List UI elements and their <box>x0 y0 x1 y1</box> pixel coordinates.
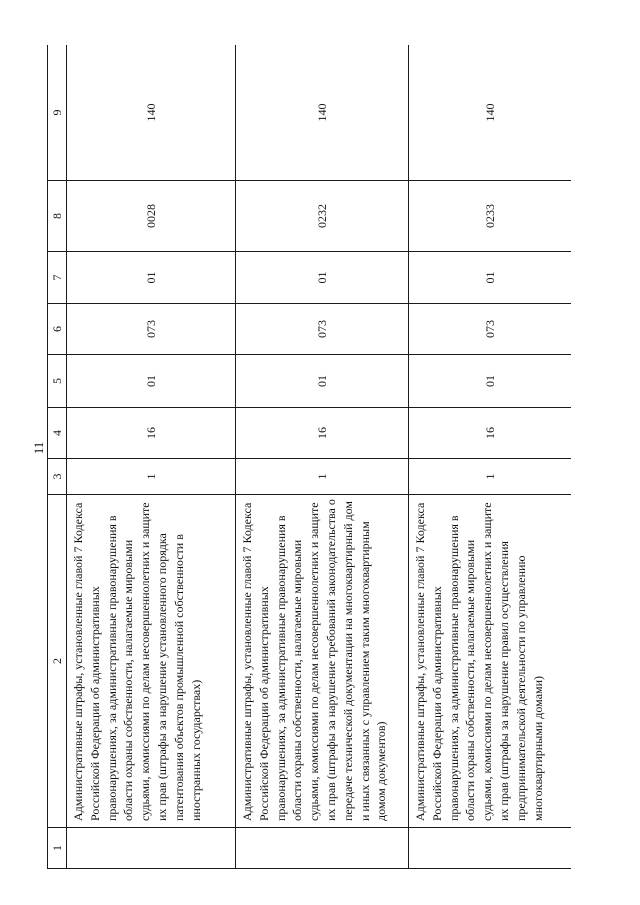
code-cell-col8: 0233 <box>409 181 572 252</box>
code-cell-col7: 01 <box>236 252 409 304</box>
code-cell-col4: 16 <box>67 408 236 459</box>
header-col-4: 4 <box>48 408 67 459</box>
header-col-9: 9 <box>48 45 67 181</box>
budget-classification-table <box>47 45 571 869</box>
code-cell-col8: 0232 <box>236 181 409 252</box>
header-row <box>48 45 67 869</box>
code-cell-col9: 140 <box>236 45 409 181</box>
header-col-8: 8 <box>48 181 67 252</box>
page-number: 11 <box>31 441 46 455</box>
code-cell-col9: 140 <box>409 45 572 181</box>
table-viewport <box>47 45 571 869</box>
rotated-table-container <box>47 45 571 869</box>
header-col-3: 3 <box>48 459 67 495</box>
header-col-2: 2 <box>48 495 67 828</box>
row-number-cell <box>236 828 409 869</box>
header-col-5: 5 <box>48 355 67 408</box>
row-description-text: Административные штрафы, установленные главой 7 Кодекса Российской Федерации об административных правонарушениях, за административные правонарушения в области охраны собственности, налагаемые мировыми судьями, комиссиями по делам несовершеннолетних и защите их прав (штрафы за нарушение установленного порядка патентования объектов промышленной собственности в иностранных государствах) <box>71 502 203 821</box>
table-row <box>236 45 409 869</box>
row-number-cell <box>67 828 236 869</box>
code-cell-col7: 01 <box>409 252 572 304</box>
code-cell-col6: 073 <box>67 304 236 355</box>
code-cell-col7: 01 <box>67 252 236 304</box>
code-cell-col4: 16 <box>409 408 572 459</box>
header-col-7: 7 <box>48 252 67 304</box>
row-number-cell <box>409 828 572 869</box>
code-cell-col5: 01 <box>409 355 572 408</box>
code-cell-col3: 1 <box>409 459 572 495</box>
header-col-1: 1 <box>48 828 67 869</box>
code-cell-col4: 16 <box>236 408 409 459</box>
code-cell-col5: 01 <box>236 355 409 408</box>
row-description <box>409 495 572 828</box>
code-cell-col6: 073 <box>236 304 409 355</box>
row-description <box>67 495 236 828</box>
row-description <box>236 495 409 828</box>
code-cell-col5: 01 <box>67 355 236 408</box>
row-description-text: Административные штрафы, установленные главой 7 Кодекса Российской Федерации об административных правонарушениях, за административные правонарушения в области охраны собственности, налагаемые мировыми судьями, комиссиями по делам несовершеннолетних и защите их прав (штрафы за нарушение правил осуществления предпринимательской деятельности по управлению многоквартирными домами) <box>413 502 545 821</box>
code-cell-col9: 140 <box>67 45 236 181</box>
code-cell-col8: 0028 <box>67 181 236 252</box>
row-description-text: Административные штрафы, установленные главой 7 Кодекса Российской Федерации об административных правонарушениях, за административные правонарушения в области охраны собственности, налагаемые мировыми судьями, комиссиями по делам несовершеннолетних и защите их прав (штрафы за нарушение требований законодательства о передаче технической документации на многоквартирный дом и иных связанных с управлением таким многоквартирным домом документов) <box>240 499 389 821</box>
header-col-6: 6 <box>48 304 67 355</box>
code-cell-col6: 073 <box>409 304 572 355</box>
table-row <box>67 45 236 869</box>
code-cell-col3: 1 <box>236 459 409 495</box>
code-cell-col3: 1 <box>67 459 236 495</box>
table-row <box>409 45 572 869</box>
